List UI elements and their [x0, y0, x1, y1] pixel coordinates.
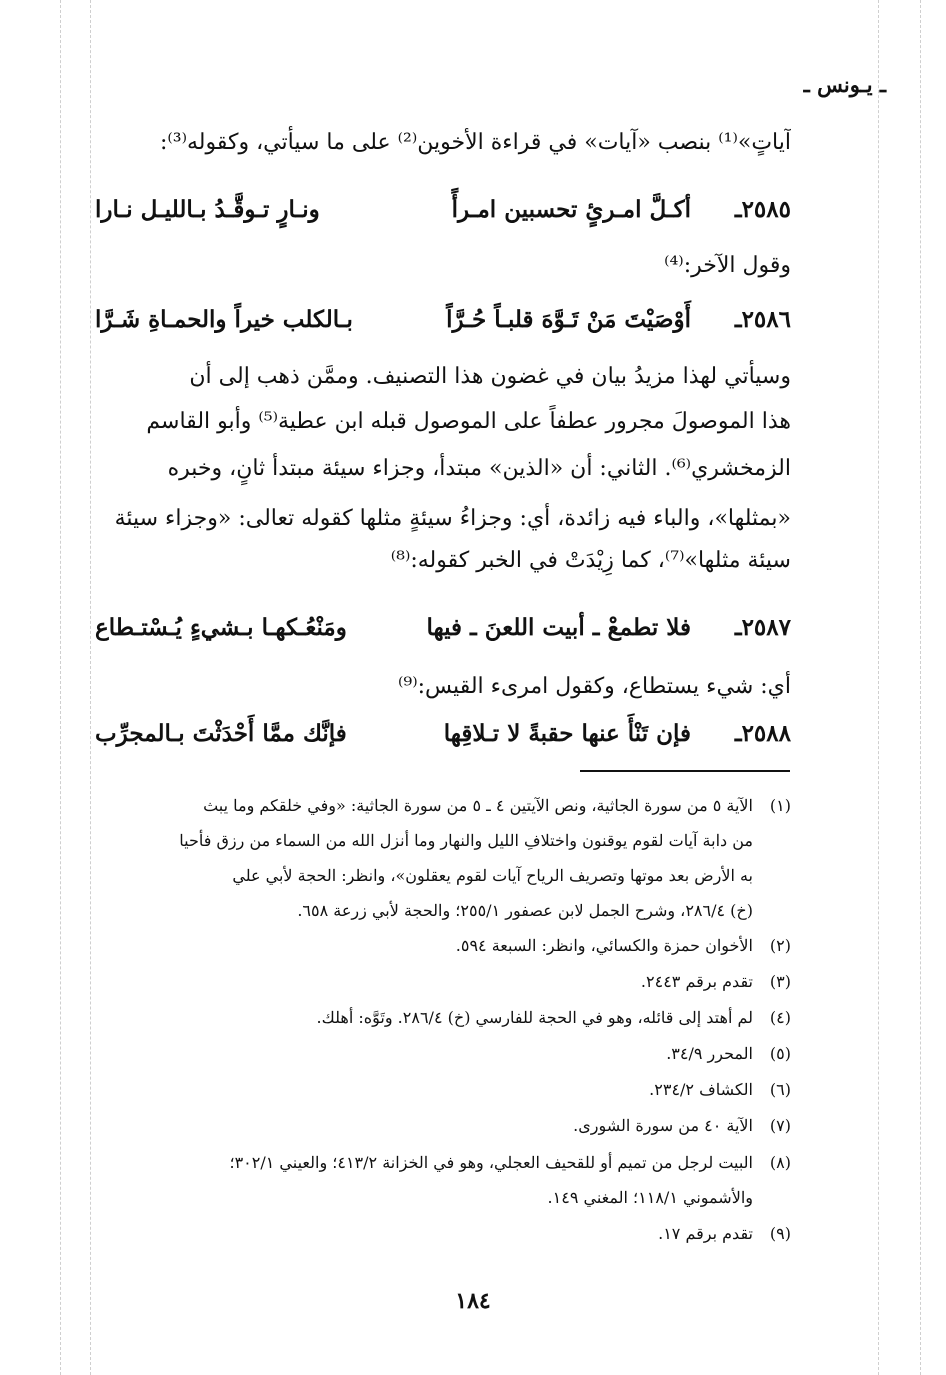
page-number: ١٨٤ [455, 1288, 491, 1314]
paragraph-line: سيئة مثلها»⁽⁷⁾، كما زِيْدَتْ في الخبر كقوله:⁽⁸⁾ [390, 548, 791, 573]
verse-2588 [95, 714, 791, 754]
verse-second-hemistich: بـالكلب خيراً والحمـاةِ شَـرَّا [95, 306, 353, 333]
verse-2587 [95, 608, 791, 648]
footnote-4 [95, 1006, 791, 1030]
footnote-text: الكشاف ٢٣٤/٢. [649, 1080, 753, 1099]
body-line: آياتٍ»⁽¹⁾ بنصب «آيات» في قراءة الأخوين⁽²⁾ على ما سيأتي، وكقوله⁽³⁾: [159, 130, 791, 155]
scan-guide-line [920, 0, 921, 1375]
verse-first-hemistich: أَوْصَيْتَ مَنْ تَـوَّهَ قلبـاً حُـرَّاً [446, 306, 691, 333]
footnote-marker: (٥) [769, 1044, 791, 1063]
paragraph-line: الزمخشري⁽⁶⁾. الثاني: أن «الذين» مبتدأ، وجزاء سيئة مبتدأ ثانٍ، وخبره [167, 456, 791, 481]
footnote-text: تقدم برقم ١٧. [658, 1224, 753, 1243]
footnote-1-continuation: به الأرض بعد موتها وتصريف الرياح آيات لقوم يعقلون»، وانظر: الحجة لأبي علي [232, 866, 753, 885]
footnote-1-continuation: (خ) ٢٨٦/٤، وشرح الجمل لابن عصفور ٢٥٥/١؛ والحجة لأبي زرعة ٦٥٨. [297, 901, 753, 920]
footnote-text: المحرر ٣٤/٩. [666, 1044, 753, 1063]
footnote-marker: (١) [769, 796, 791, 815]
footnote-3 [95, 970, 791, 994]
footnote-1 [95, 794, 791, 818]
paragraph-line: «بمثلها»، والباء فيه زائدة، أي: وجزاءُ سيئةٍ مثلها كقوله تعالى: «وجزاء سيئة [114, 506, 791, 531]
footnote-text: لم أهتد إلى قائله، وهو في الحجة للفارسي (خ) ٢٨٦/٤. وتَوَّه: أهلك. [316, 1008, 753, 1027]
verse-number: ٢٥٨٨ـ [734, 720, 791, 747]
footnote-5 [95, 1042, 791, 1066]
footnote-text: الآية ٤٠ من سورة الشورى. [573, 1116, 753, 1135]
footnote-text: الأخوان حمزة والكسائي، وانظر: السبعة ٥٩٤. [455, 936, 753, 955]
paragraph-line: هذا الموصولَ مجرور عطفاً على الموصول قبله ابن عطية⁽⁵⁾ وأبو القاسم [146, 409, 791, 434]
scan-guide-line [60, 0, 61, 1375]
footnote-2 [95, 934, 791, 958]
scan-guide-line [90, 0, 91, 1375]
verse-first-hemistich: فلا تطمعْ ـ أبيت اللعنَ ـ فيها [426, 614, 691, 641]
paragraph-line: وسيأتي لهذا مزيدُ بيان في غضون هذا التصنيف. وممَّن ذهب إلى أن [189, 364, 791, 389]
footnote-7 [95, 1114, 791, 1138]
scan-guide-line [878, 0, 879, 1375]
footnote-marker: (٦) [769, 1080, 791, 1099]
body-line: وقول الآخر:⁽⁴⁾ [664, 253, 791, 278]
footnote-text: تقدم برقم ٢٤٤٣. [640, 972, 753, 991]
footnote-marker: (٤) [769, 1008, 791, 1027]
verse-number: ٢٥٨٦ـ [734, 306, 791, 333]
verse-second-hemistich: ومَنْعُـكهـا بـشيءٍ يُـسْتـطاع [95, 614, 347, 641]
footnote-marker: (٩) [769, 1224, 791, 1243]
footnote-8-continuation: والأشموني ١١٨/١؛ المغني ١٤٩. [547, 1188, 753, 1207]
footnote-text: الآية ٥ من سورة الجاثية، ونص الآيتين ٤ ـ ٥ من سورة الجاثية: «وفي خلقكم وما يبث [203, 796, 753, 815]
footnote-marker: (٧) [769, 1116, 791, 1135]
footnote-marker: (٢) [769, 936, 791, 955]
verse-number: ٢٥٨٥ـ [734, 196, 791, 223]
verse-second-hemistich: فإنَّك ممَّا أَحْدَثْتَ بـالمجرِّب [95, 720, 347, 747]
verse-first-hemistich: أكـلَّ امـرئٍ تحسبين امـرأً [451, 196, 691, 223]
body-line: أي: شيء يستطاع، وكقول امرىء القيس:⁽⁹⁾ [397, 674, 791, 699]
verse-second-hemistich: ونـارٍ تـوقَّـدُ بـالليـل نـارا [95, 196, 320, 223]
verse-2586 [95, 300, 791, 340]
footnote-marker: (٣) [769, 972, 791, 991]
footnote-8 [95, 1151, 791, 1175]
footnote-6 [95, 1078, 791, 1102]
footnote-marker: (٨) [769, 1153, 791, 1172]
footnote-1-continuation: من دابة آيات لقوم يوقنون واختلافِ الليل والنهار وما أنزل الله من السماء من رزق فأحيا [179, 831, 753, 850]
verse-2585 [95, 190, 791, 230]
footnote-text: البيت لرجل من تميم أو للقحيف العجلي، وهو في الخزانة ٤١٣/٢؛ والعيني ٣٠٢/١؛ [229, 1153, 753, 1172]
verse-first-hemistich: فإن تَنْأَ عنها حقبةً لا تـلاقِها [443, 720, 691, 747]
footnote-9 [95, 1222, 791, 1246]
verse-number: ٢٥٨٧ـ [734, 614, 791, 641]
footnote-separator [580, 770, 790, 772]
running-head: ـ يـونس ـ [803, 72, 886, 97]
